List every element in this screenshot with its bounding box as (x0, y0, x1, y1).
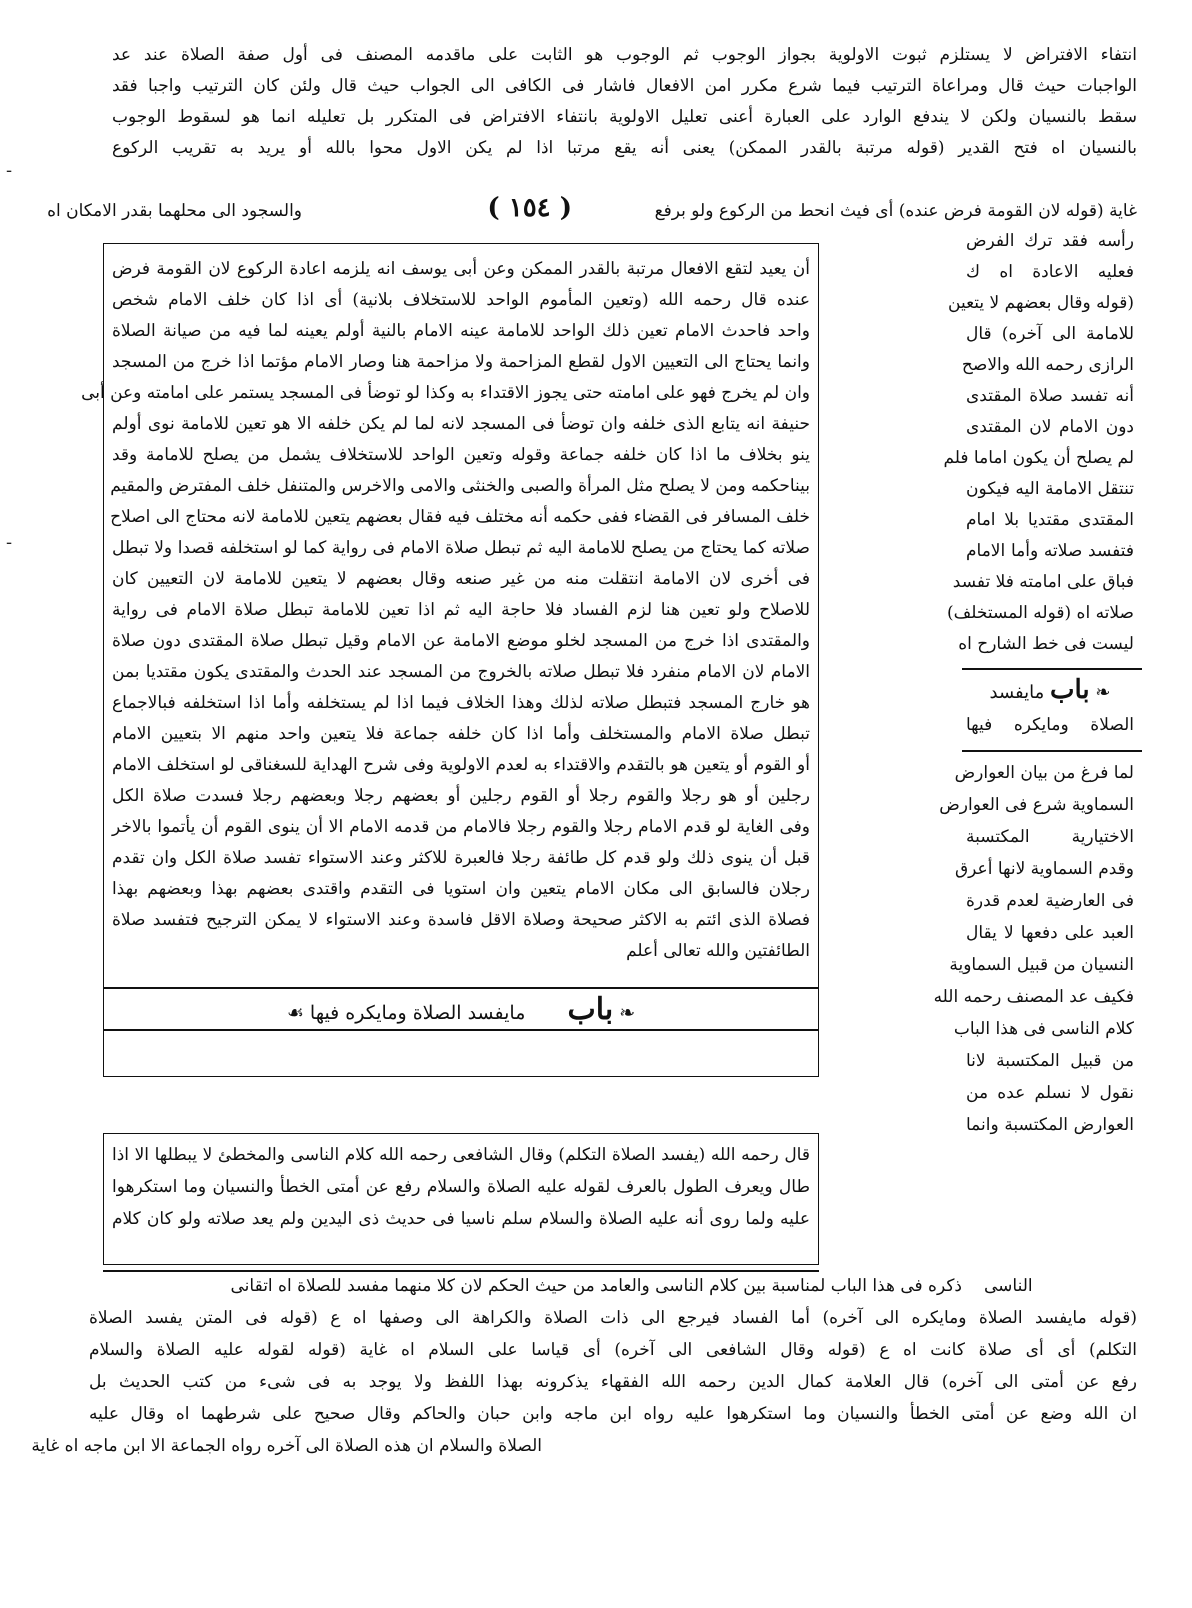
main-line: للاصلاح ولو تعين هنا لزم الفساد فلا حاجة اليه ثم اذا تعين للامامة تبطل صلاة الامام فى رواية (112, 600, 810, 620)
margin-banner-rule-top (962, 668, 1142, 670)
main-line: بيناحكمه ومن لا يصلح مثل المرأة والصبى والخنثى والامى والاخرس والمتنفل خلف المفترض والمقيم (110, 476, 810, 496)
main-line: الامام لان الامام منفرد فلا تبطل صلاته بالخروج من المسجد عند الحدث والمقتدى يكون مقتديا بمن (112, 662, 810, 682)
main-line: عنده قال رحمه الله (وتعين المأموم الواحد للاستخلاف بلانية) أى اذا كان خلف الامام شخص (112, 290, 810, 310)
main-line: تبطل صلاة الامام والمستخلف وأما اذا كان خلفه جماعة فلا يتعين واحد منهم الا بتعيين الامام (112, 724, 810, 744)
margin-line: صلاته اه (قوله المستخلف) (947, 603, 1134, 623)
main-line: فصلاة الذى ائتم به الاكثر صحيحة وصلاة الاقل فاسدة وعند الاستواء لا يمكن الترجيح فتفسد صلاة (112, 910, 810, 930)
main-line: والمقتدى اذا خرج من المسجد لخلو موضع الامامة عن الامام وقيل تبطل صلاة المقتدى دون صلاة (112, 631, 810, 651)
margin-banner-rule-bottom (962, 750, 1142, 752)
main-line: الطائفتين والله تعالى أعلم (626, 941, 810, 961)
margin-line: وقدم السماوية لانها أعرق (954, 859, 1134, 879)
main-line: وانما يحتاج الى التعيين الاول لقطع المزاحمة ولا مزاحمة هنا وصار الامام مؤتما اذا خرج من المسجد (112, 352, 810, 372)
margin-chapter-title: مايفسد (989, 682, 1045, 703)
main-line: أن يعيد لتقع الافعال مرتبة بالقدر الممكن وعن أبى يوسف انه يلزمه اعادة الركوع لان القومة فرض (112, 259, 810, 279)
banner-ornament-icon: ☙ (286, 1002, 304, 1024)
margin-line: دون الامام لان المقتدى (966, 417, 1134, 437)
main-line: رجلان فالسابق الى مكان الامام يتعين وان استويا فى التقدم واقتدى بعضهم بهذا وبعضهم بهذا (112, 879, 810, 899)
bottom-line-1-tail: الناسى (984, 1276, 1033, 1296)
main-line: أو القوم أو يتعين هو بالتقدم والاقتداء به لعدم الاولوية وفى شرح الهداية للسغناقى لو استخلف الامام (112, 755, 810, 775)
main-line: وان لم يخرج فهو على امامته حتى يجوز الاقتداء به وكذا لو توضأ فى المسجد يستمر على امامته وعن أبى (81, 383, 810, 403)
main-line: رجلين أو هو رجلا والقوم رجلا أو القوم رجلين أو بعضهم رجلا وبعضهم رجلا فسدت صلاة الكل (112, 786, 810, 806)
margin-line: من قبيل المكتسبة لانا (966, 1051, 1134, 1071)
main-line: قبل أن ينوى ذلك ولو قدم كل طائفة رجلا فالعبرة للاكثر وعند الاستواء تفسد صلاة الكل وان تقدم (112, 848, 810, 868)
banner-ornament-icon: ❧ (619, 1002, 636, 1024)
bottom-line-4: رفع عن أمتى الى آخره) قال العلامة كمال الدين رحمه الله الفقهاء يذكرونه بهذا اللفظ ولا يوجد به فى شىء من كتب الحديث بل (89, 1372, 1137, 1392)
margin-chapter-word: باب (1050, 675, 1090, 705)
main-line: حنيفة انه يتابع الذى خلفه وان توضأ فى المسجد لانه لما لم يكن خلفه الا هو تعين للامامة نوى أولم (112, 414, 810, 434)
margin-line: العبد على دفعها لا يقال (966, 923, 1134, 943)
margin-line: الرازى رحمه الله والاصح (961, 355, 1134, 375)
margin-line: لم يصلح أن يكون اماما فلم (943, 448, 1134, 468)
margin-line: المقتدى مقتديا بلا امام (966, 510, 1134, 530)
main-line: واحد فاحدث الامام تعين ذلك الواحد للامامة عينه الامام بالنية أولم يعينه لما فيه من صيانة الصلاة (112, 321, 810, 341)
top-line-5: والسجود الى محلهما بقدر الامكان اه (47, 201, 302, 221)
bottom-line-2: (قوله مايفسد الصلاة ومايكره الى آخره) أما الفساد فيرجع الى ذات الصلاة والكراهة الى وصفها اه ع (قوله فى المتن يفسد الصلاة (89, 1308, 1137, 1328)
margin-line: أنه تفسد صلاة المقتدى (966, 386, 1134, 406)
banner-ornament-icon: ❧ (1095, 682, 1111, 703)
page-number: ( ١٥٤ ) (487, 193, 572, 223)
margin-chapter-banner (966, 672, 1134, 708)
opening-line: عليه ولما روى أنه عليه الصلاة والسلام سلم ناسيا فى حديث ذى اليدين ولم يعد صلاته ولو كان كلام (112, 1209, 810, 1229)
margin-line: للامامة الى آخره) قال (966, 324, 1134, 344)
margin-line: كلام الناسى فى هذا الباب (953, 1019, 1134, 1039)
banner-rule-bottom (104, 1029, 818, 1031)
bottom-line-6: الصلاة والسلام ان هذه الصلاة الى آخره رواه الجماعة الا ابن ماجه اه غاية (31, 1436, 542, 1456)
chapter-opening-box (103, 1133, 819, 1265)
bottom-line-1: ذكره فى هذا الباب لمناسبة بين كلام الناسى والعامد من حيث الحكم لان كلا منهما مفسد للصلاة اه اتقانى (230, 1276, 962, 1296)
margin-line: فعليه الاعادة اه ك (966, 262, 1134, 282)
margin-chapter-subtitle: الصلاة ومايكره فيها (966, 715, 1134, 735)
top-line-3: سقط بالنسيان ولكن لا يندفع الوارد على العبارة أعنى تعليل الاولوية بانتفاء الافتراض فى المتكرر بل تعليله انما هو لسقوط الوجوب (112, 107, 1137, 127)
bottom-line-3: التكلم) أى أى صلاة كانت اه ع (قوله وقال الشافعى الى آخره) أى قياسا على السلام اه غاية (قوله لقوله عليه الصلاة والسلام (89, 1340, 1137, 1360)
margin-line: فتفسد صلاته وأما الامام (966, 541, 1134, 561)
main-line: ينو بخلاف ما اذا كان خلفه جماعة وقوله وتعين الواحد للاستخلاف يشمل من يصلح للامامة وقد (112, 445, 810, 465)
margin-line: (قوله وقال بعضهم لا يتعين (948, 293, 1134, 313)
top-line-5-tail: غاية (قوله لان القومة فرض عنده) أى فيث انحط من الركوع ولو برفع (654, 201, 1137, 221)
main-line: خلف المسافر فى القضاء ففى حكمه أنه مختلف فيه فقال بعضهم يتعين للامامة لانه محتاج الى اصلاح (110, 507, 810, 527)
top-line-4: بالنسيان اه فتح القدير (قوله مرتبة بالقدر الممكن) يعنى أنه يقع مرتبا اذا لم يكن الاول محوا بالله أو يريد به تقريب الركوع (112, 138, 1137, 158)
margin-line: لما فرغ من بيان العوارض (954, 763, 1134, 783)
margin-line: النسيان من قبيل السماوية (949, 955, 1134, 975)
margin-line: نقول لا نسلم عده من (966, 1083, 1134, 1103)
margin-line: العوارض المكتسبة وانما (966, 1115, 1134, 1135)
margin-line: تنتقل الامامة اليه فيكون (966, 479, 1134, 499)
bottom-line-5: ان الله وضع عن أمتى الخطأ والنسيان وما استكرهوا عليه رواه ابن ماجه وابن حبان والحاكم وقال صحيح على شرطهما اه وقال عليه (89, 1404, 1137, 1424)
main-text-box (81, 243, 819, 1077)
main-line: هو خارج المسجد فتبطل صلاته لذلك وهذا الخلاف فيما اذا لم يستخلفه وأما اذا استخلفه فبالاجماع (112, 693, 810, 713)
margin-line: الاختيارية المكتسبة (966, 827, 1134, 847)
chapter-word: باب (567, 992, 614, 1027)
opening-line: طال ويعرف الطول بالعرف لقوله عليه الصلاة والسلام رفع عن أمتى الخطأ والنسيان وما استكرهوا (112, 1177, 810, 1197)
chapter-banner (104, 992, 818, 1027)
main-line: وفى الغاية لو قدم الامام رجلا والقوم رجلا فالامام من قدمه الامام الا أن ينوى القوم أن يأتموا بالاخر (112, 817, 810, 837)
edge-tick-mark: ‐ (6, 532, 13, 553)
margin-line: ليست فى خط الشارح اه (958, 634, 1134, 654)
margin-line: فباق على امامته فلا تفسد (952, 572, 1134, 592)
top-line-1: انتفاء الافتراض لا يستلزم ثبوت الاولوية بجواز الوجوب ثم الوجوب هو الثابت على ماقدمه المصنف فى أول صفة الصلاة عند عد (112, 45, 1138, 65)
edge-tick-mark: ‐ (6, 160, 13, 181)
chapter-title: مايفسد الصلاة ومايكره فيها (309, 1002, 526, 1024)
margin-line: رأسه فقد ترك الفرض (966, 231, 1134, 251)
margin-line: فى العارضية لعدم قدرة (966, 891, 1134, 911)
margin-line: فكيف عد المصنف رحمه الله (933, 987, 1134, 1007)
banner-rule-top (104, 987, 818, 989)
margin-line: السماوية شرع فى العوارض (939, 795, 1134, 815)
main-line: صلاته كما يحتاج من يصلح للامامة اليه ثم تبطل صلاة الامام فى رواية كما لو استخلفه قصدا ولا تبطل (112, 538, 810, 558)
main-line: فى أخرى لان الامامة انتقلت منه من غير صنعه وقال بعضهم لا يتعين للامامة لان التعيين كان (112, 569, 810, 589)
opening-line: قال رحمه الله (يفسد الصلاة التكلم) وقال الشافعى رحمه الله كلام الناسى والمخطئ لا يبطلها الا اذا (112, 1145, 810, 1165)
top-line-2: الواجبات حيث قال ومراعاة الترتيب فيما شرع مكرر امن الافعال فاشار فى الكافى الى الجواب حيث قال ولئن كان الترتيب واجبا فقد (112, 76, 1137, 96)
